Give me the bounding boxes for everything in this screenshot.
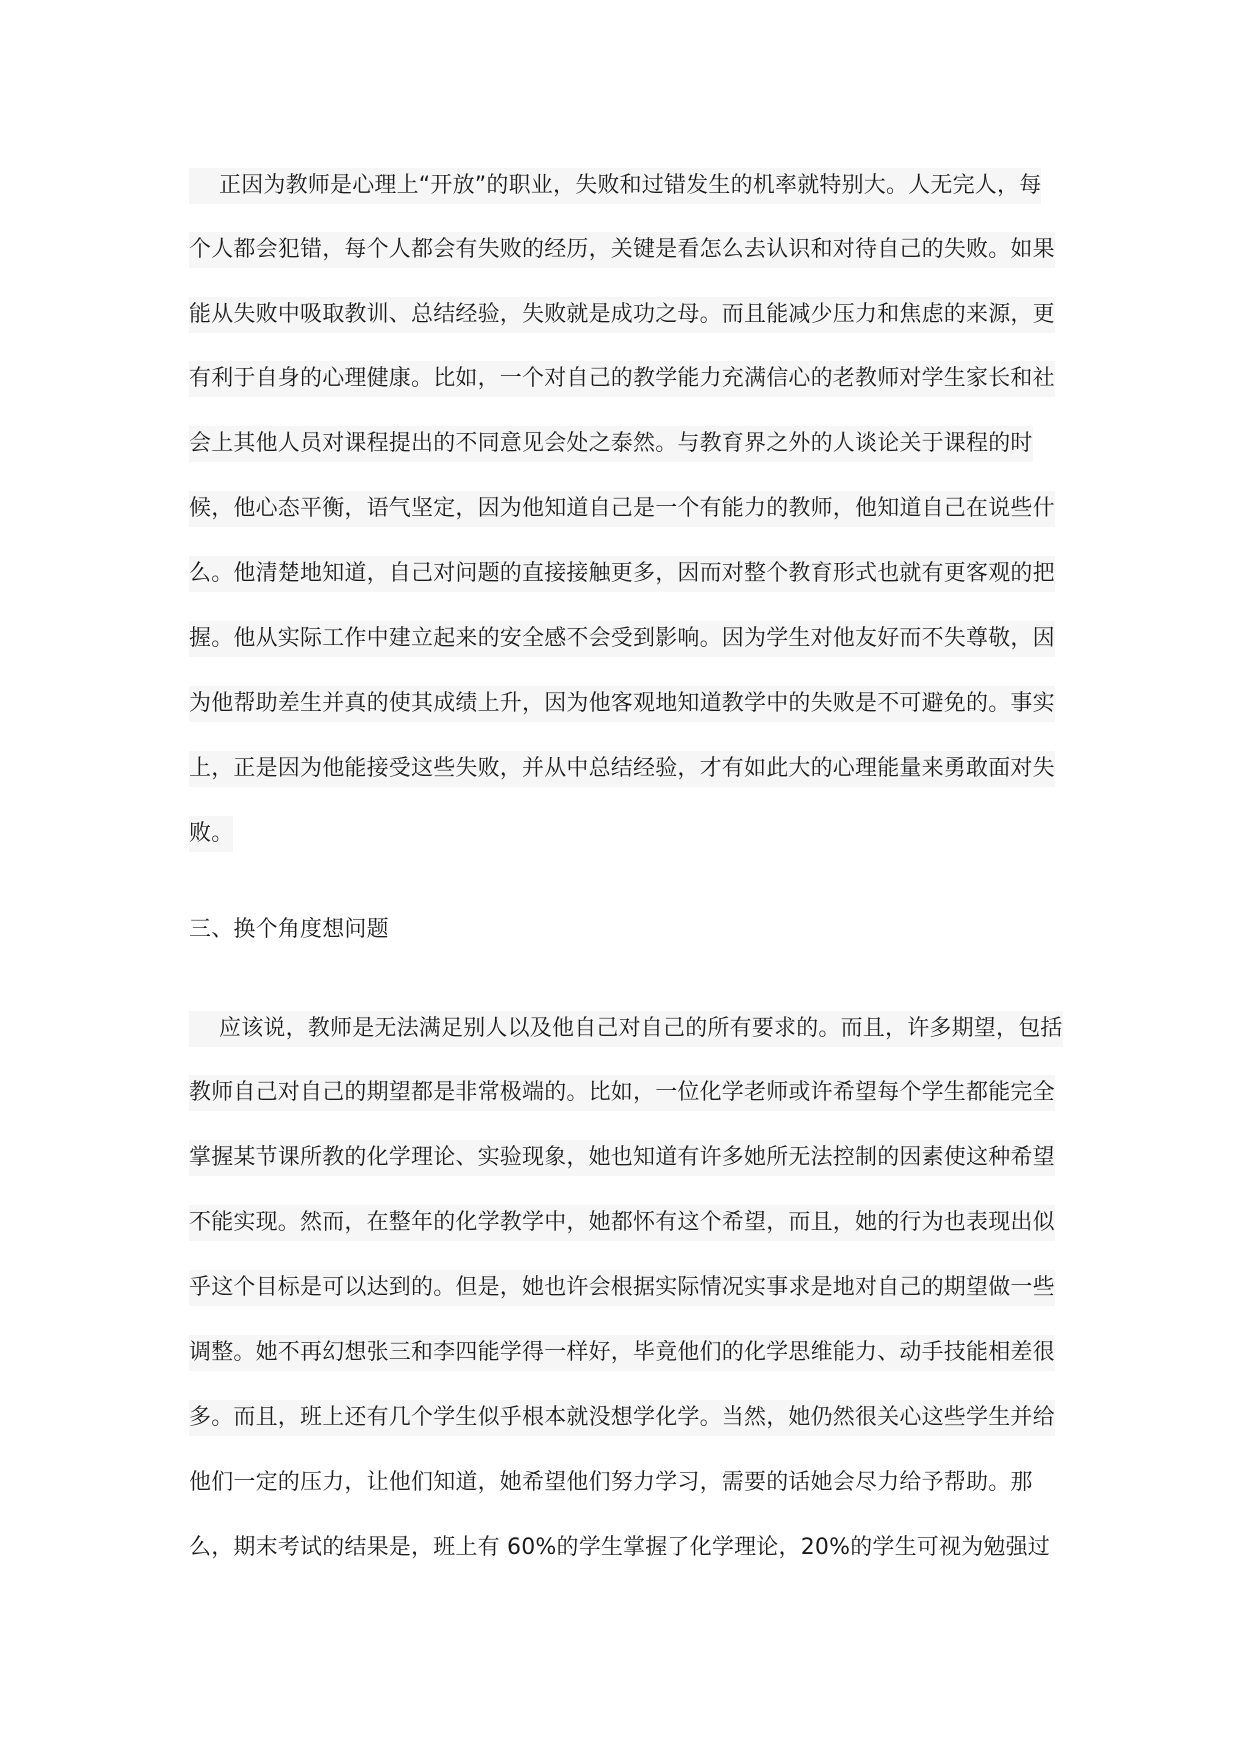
paragraph-2-line-8: 他们一定的压力，让他们知道，她希望他们努力学习，需要的话她会尽力给予帮助。那 [189,1470,1033,1495]
paragraph-2-line-3: 掌握某节课所教的化学理论、实验现象，她也知道有许多她所无法控制的因素使这种希望 [189,1140,1055,1176]
paragraph-1-line-8: 握。他从实际工作中建立起来的安全感不会受到影响。因为学生对他友好而不失尊敬，因 [189,621,1055,657]
paragraph-1-line-10: 上，正是因为他能接受这些失败，并从中总结经验，才有如此大的心理能量来勇敢面对失 [189,751,1055,787]
paragraph-1-line-3: 能从失败中吸取教训、总结经验，失败就是成功之母。而且能减少压力和焦虑的来源，更 [189,297,1055,333]
paragraph-1-line-1: 正因为教师是心理上“开放”的职业，失败和过错发生的机率就特别大。人无完人，每 [189,168,1041,204]
paragraph-1-line-2: 个人都会犯错，每个人都会有失败的经历，关键是看怎么去认识和对待自己的失败。如果 [189,232,1055,268]
paragraph-1-line-4: 有利于自身的心理健康。比如，一个对自己的教学能力充满信心的老教师对学生家长和社 [189,361,1055,397]
paragraph-2-line-1: 应该说，教师是无法满足别人以及他自己对自己的所有要求的。而且，许多期望，包括 [189,1011,1063,1047]
paragraph-2-line-6: 调整。她不再幻想张三和李四能学得一样好，毕竟他们的化学思维能力、动手技能相差很 [189,1335,1055,1371]
paragraph-1-line-11: 败。 [189,816,233,852]
paragraph-1-line-7: 么。他清楚地知道，自己对问题的直接接触更多，因而对整个教育形式也就有更客观的把 [189,556,1055,592]
section-heading: 三、换个角度想问题 [189,917,389,942]
paragraph-2-line-9: 么，期末考试的结果是，班上有 60%的学生掌握了化学理论，20%的学生可视为勉强过 [189,1535,1050,1560]
paragraph-2-line-7: 多。而且，班上还有几个学生似乎根本就没想学化学。当然，她仍然很关心这些学生并给 [189,1400,1055,1436]
paragraph-2-line-5: 乎这个目标是可以达到的。但是，她也许会根据实际情况实事求是地对自己的期望做一些 [189,1270,1055,1306]
paragraph-1-line-9: 为他帮助差生并真的使其成绩上升，因为他客观地知道教学中的失败是不可避免的。事实 [189,686,1055,722]
paragraph-1-line-5: 会上其他人员对课程提出的不同意见会处之泰然。与教育界之外的人谈论关于课程的时 [189,426,1033,462]
paragraph-2-line-4: 不能实现。然而，在整年的化学教学中，她都怀有这个希望，而且，她的行为也表现出似 [189,1205,1055,1241]
paragraph-2-line-2: 教师自己对自己的期望都是非常极端的。比如，一位化学老师或许希望每个学生都能完全 [189,1075,1055,1111]
paragraph-1-line-6: 候，他心态平衡，语气坚定，因为他知道自己是一个有能力的教师，他知道自己在说些什 [189,491,1055,527]
